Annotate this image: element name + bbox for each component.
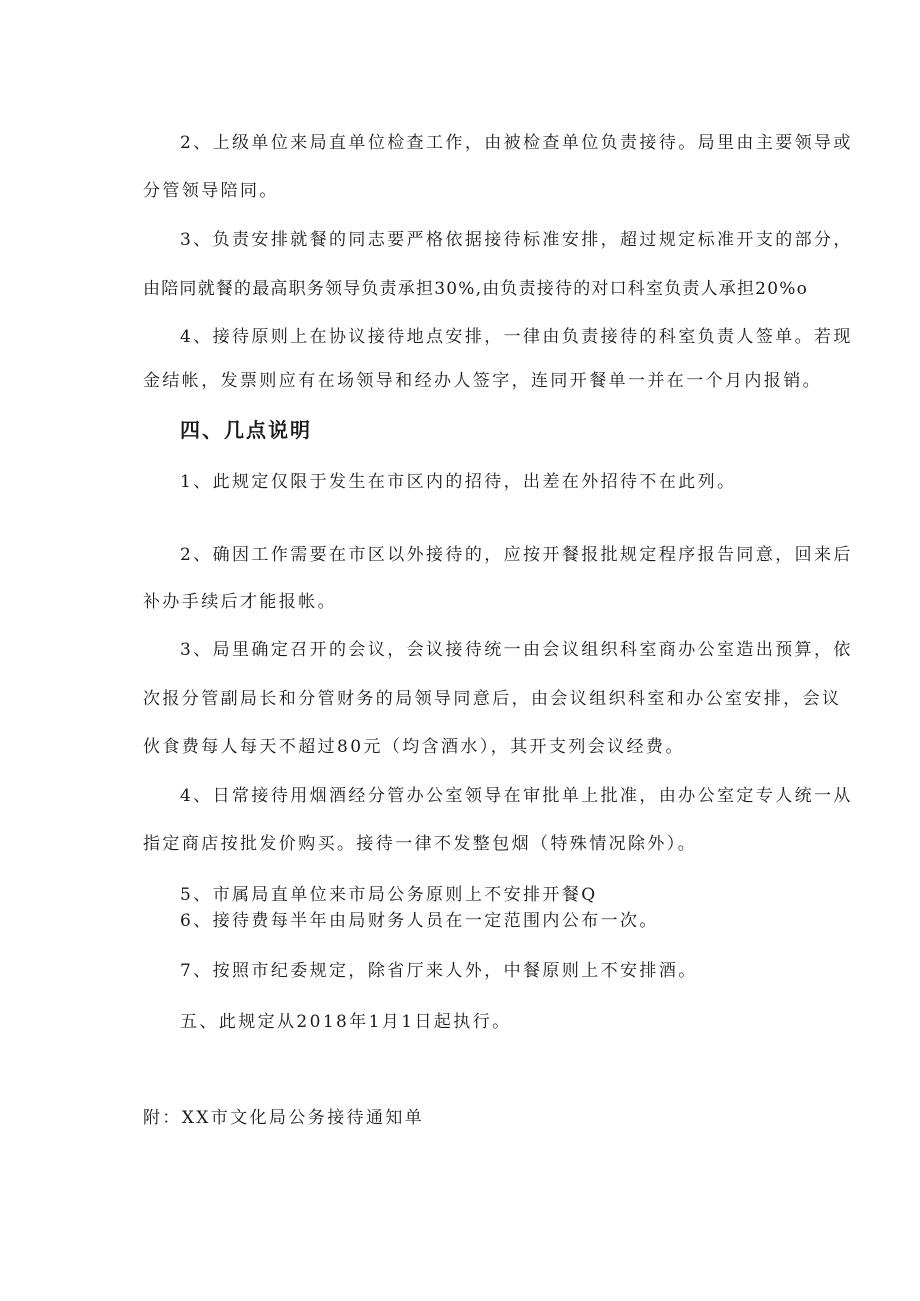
section-5-statement: 五、此规定从2018年1月1日起执行。: [180, 1012, 512, 1032]
section-4-item-2-line-1: 2、确因工作需要在市区以外接待的，应按开餐报批规定程序报告同意，回来后: [180, 545, 853, 565]
section-4-item-3-line-1: 3、局里确定召开的会议，会议接待统一由会议组织科室商办公室造出预算，依: [180, 640, 853, 660]
paragraph-3-line-2: 由陪同就餐的最高职务领导负责承担30%,由负责接待的对口科室负责人承担20%o: [143, 279, 809, 299]
paragraph-3-line-1: 3、负责安排就餐的同志要严格依据接待标准安排，超过规定标准开支的部分，: [180, 230, 853, 250]
paragraph-2-line-2: 分管领导陪同。: [143, 181, 279, 201]
attachment-note: 附：XX市文化局公务接待通知单: [143, 1108, 425, 1128]
section-4-item-3-line-2: 次报分管副局长和分管财务的局领导同意后，由会议组织科室和办公室安排，会议: [143, 689, 842, 709]
section-4-item-5: 5、市属局直单位来市局公务原则上不安排开餐Q: [180, 885, 598, 905]
paragraph-4-line-2: 金结帐，发票则应有在场领导和经办人签字，连同开餐单一并在一个月内报销。: [143, 371, 822, 391]
section-4-item-2-line-2: 补办手续后才能报帐。: [143, 592, 337, 612]
section-4-item-6: 6、接待费每半年由局财务人员在一定范围内公布一次。: [180, 911, 659, 931]
section-4-heading: 四、几点说明: [180, 418, 312, 442]
section-4-item-7: 7、按照市纪委规定，除省厅来人外，中餐原则上不安排酒。: [180, 961, 698, 981]
section-4-item-4-line-1: 4、日常接待用烟酒经分管办公室领导在审批单上批准，由办公室定专人统一从: [180, 786, 853, 806]
section-4-item-4-line-2: 指定商店按批发价购买。接待一律不发整包烟（特殊情况除外）。: [143, 834, 698, 854]
section-4-item-1: 1、此规定仅限于发生在市区内的招待，出差在外招待不在此列。: [180, 472, 737, 492]
section-4-item-3-line-3: 伙食费每人每天不超过80元（均含酒水），其开支列会议经费。: [143, 737, 685, 757]
paragraph-4-line-1: 4、接待原则上在协议接待地点安排，一律由负责接待的科室负责人签单。若现: [180, 327, 853, 347]
paragraph-2-line-1: 2、上级单位来局直单位检查工作，由被检查单位负责接待。局里由主要领导或: [180, 133, 853, 153]
